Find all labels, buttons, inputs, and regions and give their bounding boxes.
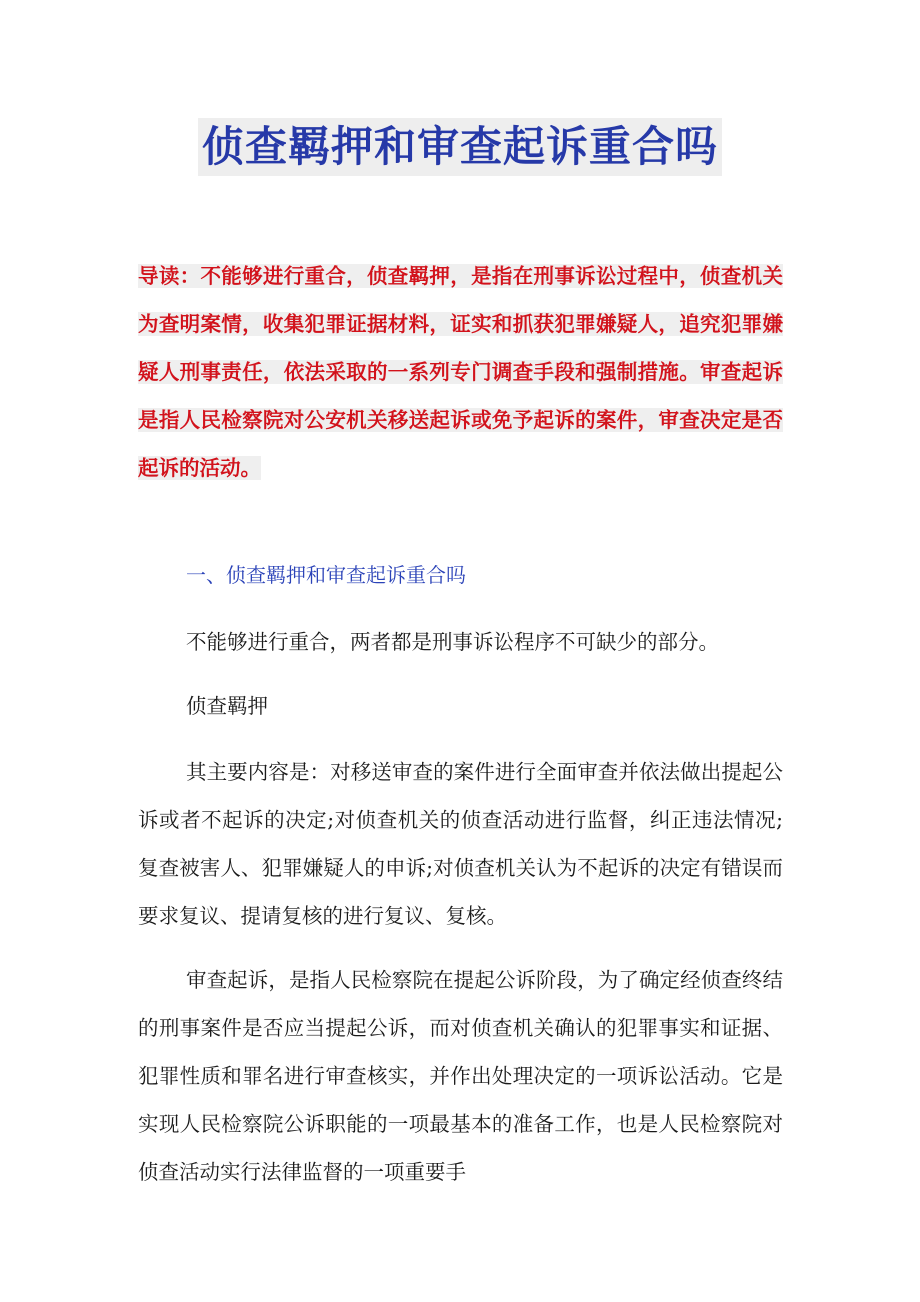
body-paragraph: 不能够进行重合，两者都是刑事诉讼程序不可缺少的部分。: [186, 630, 719, 654]
lead-text: 导读：不能够进行重合，侦查羁押，是指在刑事诉讼过程中，侦查机关为查明案情，收集犯罪证据材料，证实和抓获犯罪嫌疑人，追究犯罪嫌疑人刑事责任，依法采取的一系列专门调查手段和强制措施。审查起诉是指人民检察院对公安机关移送起诉或免予起诉的案件，审查决定是否起诉的活动。: [138, 264, 783, 480]
body-paragraph: 侦查羁押: [186, 694, 268, 718]
body-paragraph: 审查起诉，是指人民检察院在提起公诉阶段，为了确定经侦查终结的刑事案件是否应当提起公诉，而对侦查机关确认的犯罪事实和证据、犯罪性质和罪名进行审查核实，并作出处理决定的一项诉讼活动。它是实现人民检察院公诉职能的一项最基本的准备工作，也是人民检察院对侦查活动实行法律监督的一项重要手: [138, 968, 783, 1184]
section-heading: 一、侦查羁押和审查起诉重合吗: [186, 563, 466, 587]
title-container: [0, 118, 920, 176]
lead-paragraph: [138, 252, 783, 492]
body-paragraph: 其主要内容是：对移送审查的案件进行全面审查并依法做出提起公诉或者不起诉的决定;对侦查机关的侦查活动进行监督，纠正违法情况;复查被害人、犯罪嫌疑人的申诉;对侦查机关认为不起诉的决定有错误而要求复议、提请复核的进行复议、复核。: [138, 760, 783, 928]
page-title: 侦查羁押和审查起诉重合吗: [198, 118, 722, 176]
